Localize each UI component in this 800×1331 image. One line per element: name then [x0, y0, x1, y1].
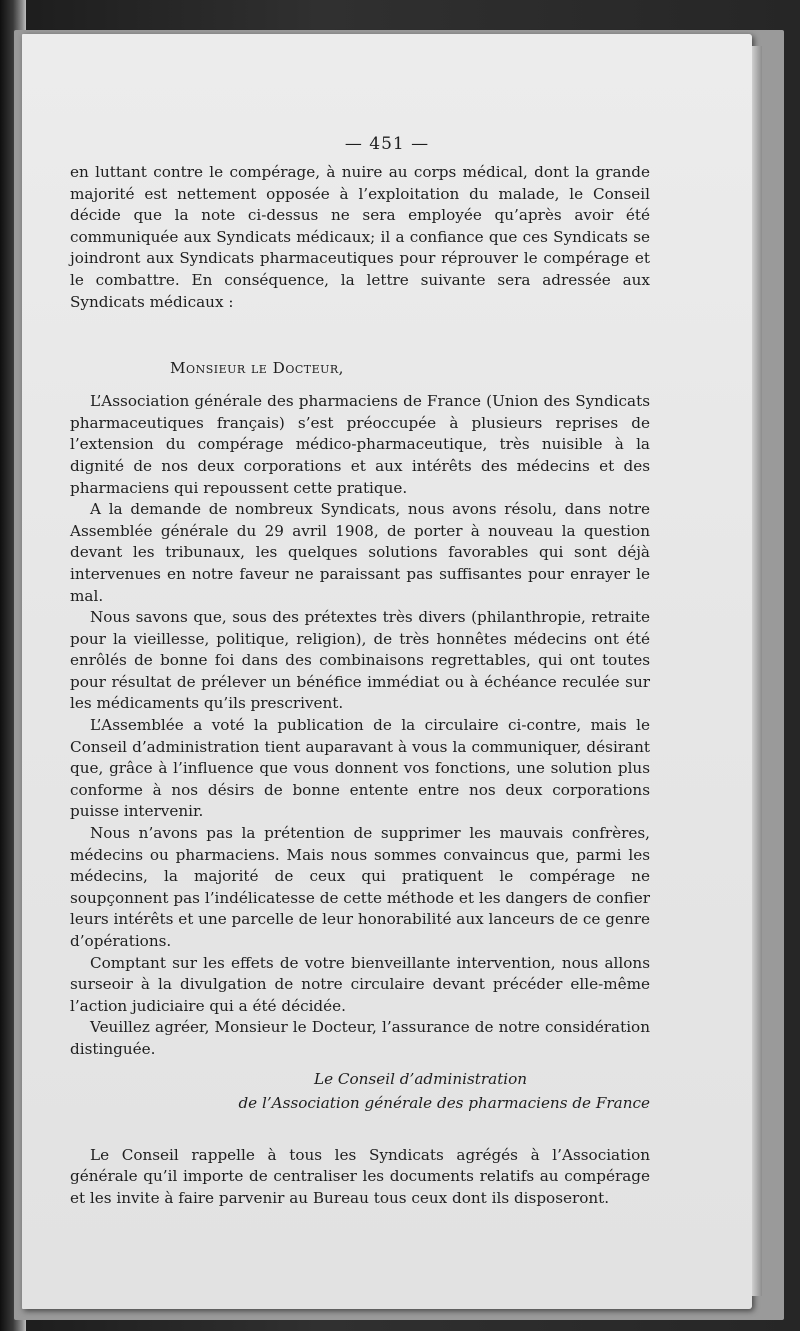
letter-signature — [70, 1067, 650, 1115]
body-text — [70, 162, 650, 1209]
letter-paragraph: Nous savons que, sous des prétextes très divers (philanthropie, retraite pour la vieillesse, politique, religion), de très honnêtes médecins ont été enrôlés de bonne foi dans des combinaisons regrettables, qui ont toutes pour résultat de prélever un bénéfice immédiat ou à échéance reculée sur les médicaments qu’ils prescrivent. — [70, 608, 650, 713]
page-sheet — [22, 34, 752, 1309]
letter-paragraph: A la demande de nombreux Syndicats, nous avons résolu, dans notre Assemblée générale du 29 avril 1908, de porter à nouveau la question devant les tribunaux, les quelques solutions favorables qui sont déjà intervenues en notre faveur ne paraissant pas suffisantes pour enrayer le mal. — [70, 500, 650, 605]
page-number: — 451 — — [344, 134, 430, 154]
page-stack-edge — [752, 46, 762, 1296]
letter-paragraph: L’Assemblée a voté la publication de la circulaire ci-contre, mais le Conseil d’administration tient auparavant à vous la communiquer, désirant que, grâce à l’influence que vous donnent vos fonctions, une solution plus conforme à nos désirs de bonne entente entre nos deux corporations puisse intervenir. — [70, 716, 650, 821]
letter-paragraph: Comptant sur les effets de votre bienveillante intervention, nous allons surseoir à la divulgation de notre circulaire devant précéder elle-même l’action judiciaire qui a été décidée. — [70, 953, 650, 1015]
letter-paragraph: Veuillez agréer, Monsieur le Docteur, l’assurance de notre considération distinguée. — [70, 1018, 650, 1058]
letter-paragraph: L’Association générale des pharmaciens de France (Union des Syndicats pharmaceutiques français) s’est préoccupée à plusieurs reprises de l’extension du compérage médico-pharmaceutique, très nuisible à la dignité de nos deux corporations et aux intérêts des médecins et des pharmaciens qui repoussent cette pratique. — [70, 392, 650, 497]
letter-paragraph: Nous n’avons pas la prétention de supprimer les mauvais confrères, médecins ou pharmaciens. Mais nous sommes convaincus que, parmi les médecins, la majorité de ceux qui pratiquent le compérage ne soupçonnent pas l’indélicatesse de cette méthode et les dangers de confier leurs intérêts et une parcelle de leur honorabilité aux lanceurs de ce genre d’opérations. — [70, 824, 650, 950]
signature-line-1: Le Conseil d’administration — [314, 1069, 528, 1088]
intro-paragraph: en luttant contre le compérage, à nuire au corps médical, dont la grande majorité est nettement opposée à l’exploitation du malade, le Conseil décide que la note ci-dessus ne sera employée qu’après avoir été communiquée aux Syndicats médicaux; il a confiance que ces Syndicats se joindront aux Syndicats pharmaceutiques pour réprouver le compérage et le combattre. En conséquence, la lettre suivante sera adressée aux Syndicats médicaux : — [70, 163, 650, 311]
letter-body — [70, 391, 650, 1060]
letter-salutation: Monsieur le Docteur, — [170, 359, 345, 378]
signature-line-2: de l’Association générale des pharmaciens de France — [238, 1093, 650, 1112]
closing-paragraph: Le Conseil rappelle à tous les Syndicats agrégés à l’Association générale qu’il importe de centraliser les documents relatifs au compérage et les invite à faire parvenir au Bureau tous ceux dont ils disposeront. — [70, 1145, 650, 1207]
